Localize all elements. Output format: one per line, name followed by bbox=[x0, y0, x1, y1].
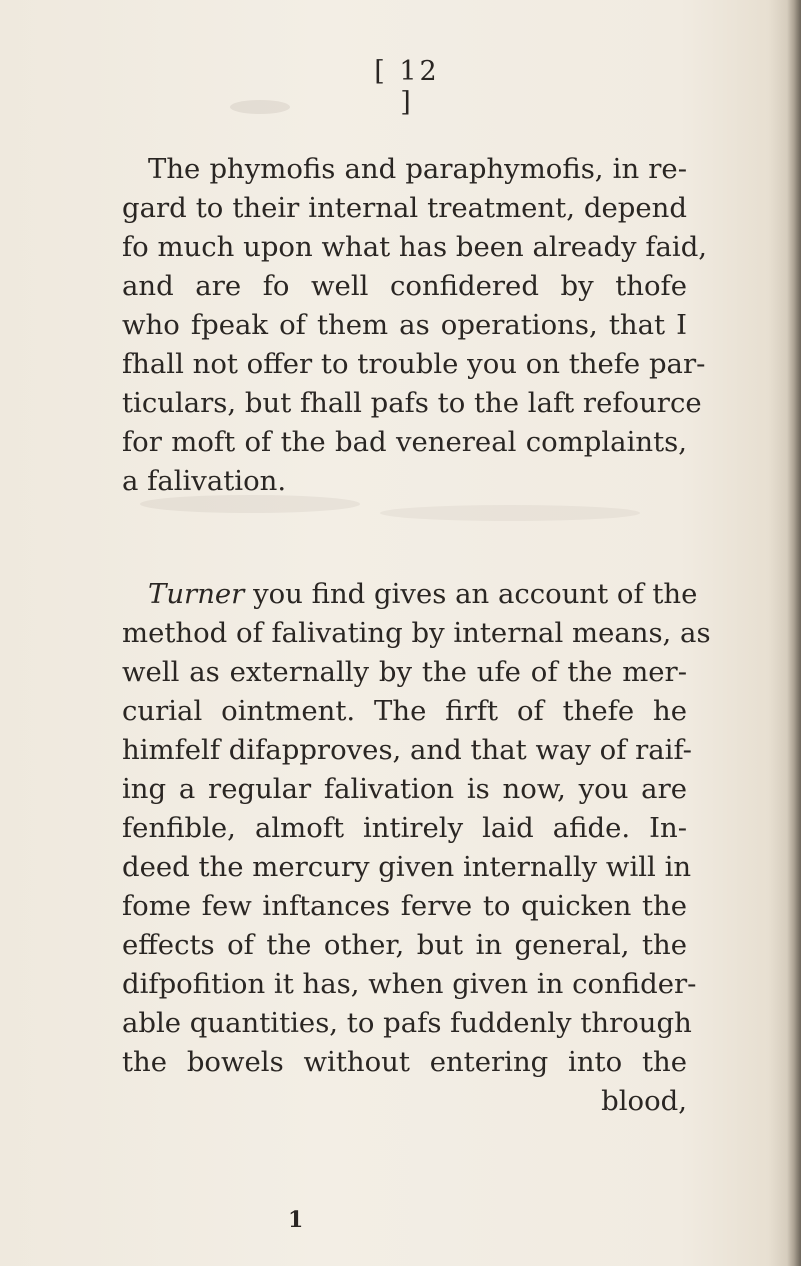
signature-mark: 1 bbox=[288, 1207, 304, 1233]
page-number: [ 12 ] bbox=[374, 56, 440, 118]
text-line: effects of the other, but in general, the bbox=[122, 929, 687, 961]
text-fragment: you find gives an account of the bbox=[244, 578, 698, 610]
text-line: fhall not offer to trouble you on thefe par- bbox=[122, 348, 706, 380]
paper-stain bbox=[230, 100, 290, 114]
text-line: for moft of the bad venereal complaints, bbox=[122, 426, 687, 458]
text-line: fome few inftances ferve to quicken the bbox=[122, 890, 687, 922]
text-line: gard to their internal treatment, depend bbox=[122, 192, 687, 224]
text-line: the bowels without entering into the bbox=[122, 1046, 687, 1078]
text-line: himfelf difapproves, and that way of raif- bbox=[122, 734, 692, 766]
text-line: difpofition it has, when given in confider- bbox=[122, 968, 697, 1000]
text-line: The phymofis and paraphymofis, in re- bbox=[148, 153, 687, 185]
text-line bbox=[122, 575, 698, 614]
text-line: who fpeak of them as operations, that I bbox=[122, 309, 687, 341]
text-line: curial ointment. The firft of thefe he bbox=[122, 695, 687, 727]
text-line: deed the mercury given internally will in bbox=[122, 851, 692, 883]
text-line: ticulars, but fhall pafs to the laft refource bbox=[122, 387, 702, 419]
text-line: and are fo well confidered by thofe bbox=[122, 270, 687, 302]
catchword: blood, bbox=[601, 1085, 687, 1117]
paragraph-2 bbox=[122, 575, 711, 1121]
text-line: a falivation. bbox=[122, 465, 287, 497]
text-line: fenfible, almoft intirely laid afide. In- bbox=[122, 812, 687, 844]
text-line: method of falivating by internal means, as bbox=[122, 617, 711, 649]
author-name: Turner bbox=[148, 578, 245, 610]
paper-stain bbox=[380, 505, 640, 521]
page-edge-shadow bbox=[787, 0, 801, 1266]
text-line: ing a regular falivation is now, you are bbox=[122, 773, 687, 805]
text-line: able quantities, to pafs fuddenly through bbox=[122, 1007, 692, 1039]
text-line: fo much upon what has been already faid, bbox=[122, 231, 708, 263]
text-line: well as externally by the ufe of the mer- bbox=[122, 656, 687, 688]
paragraph-1 bbox=[122, 150, 708, 501]
